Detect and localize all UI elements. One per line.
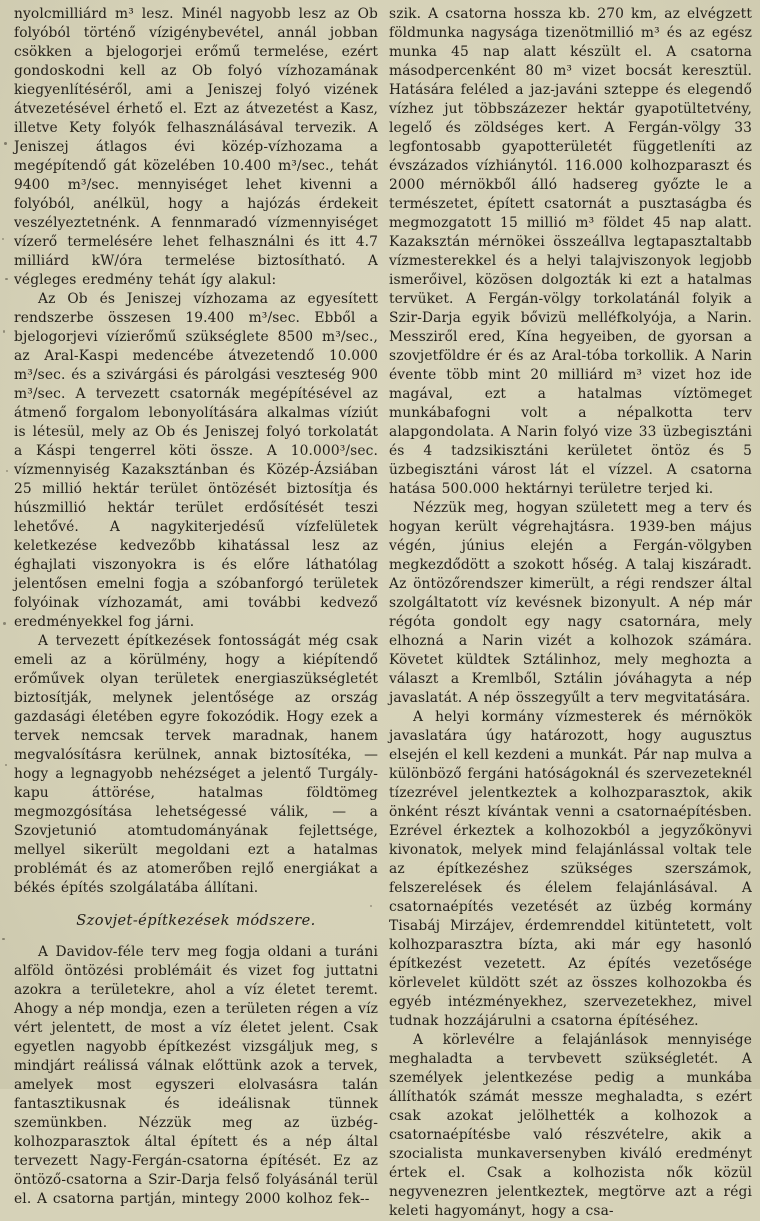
ink-speck — [3, 622, 6, 625]
ink-speck — [2, 238, 4, 240]
ink-speck — [5, 764, 7, 766]
paragraph-left-3: A tervezett építkezések fontosságát még csak emeli az a körülmény, hogy a kiépítendő erőművek olyan területek energiaszükségletét biztosítják, melynek jelentősége az ország gazdasági életében egyre fokozódik. Hogy ezek a tervek nemcsak tervek maradnak, hanem megvalósításra kerülnek, annak biztosítéka, — hogy a legnagyobb nehézséget a jelentő Turgály-kapu áttörése, hatalmas földtömeg megmozgósítása lehetségessé válik, — a Szovjetunió atomtudományának fejlettsége, mellyel sikerült megoldani ezt a hatalmas problémát és az atomerőben rejlő energiákat a békés építés szolgálatába állítani. — [14, 632, 378, 898]
paragraph-right-1: szik. A csatorna hossza kb. 270 km, az elvégzett földmunka nagysága tizenötmillió m³ és az egész munka 45 nap alatt készült el. A csatorna másodpercenként 80 m³ vizet bocsát keresztül. Hatására feléled a jaz-javáni szteppe és elegendő vízhez jut többszázezer hektár gyapotültetvény, legelő és zöldséges kert. A Fergán-völgy 33 legfontosabb gyapotterületét függetleníti az évszázados vízhiánytól. 116.000 kolhozparaszt és 2000 mérnökből álló hadsereg győzte le a természetet, épített csatornát a pusztaságba és megmozgatott 15 millió m³ földet 45 nap alatt. Kazaksztán mérnökei összeállva legtapasztaltabb vízmesterekkel és a helyi talajviszonyok legjobb ismerőivel, közösen dolgozták ki ezt a hatalmas tervüket. A Fergán-völgy torkolatánál folyik a Szir-Darja egyik bővizü melléfkolyója, a Narin. Messziről ered, Kína hegyeiben, de gyorsan a szovjetföldre ér és az Aral-tóba torkollik. A Narin évente több mint 20 milliárd m³ vizet hoz ide magával, ezt a hatalmas víztömeget munkábafogni volt a népalkotta terv alapgondolata. A Narin folyó vize 33 üzbegisztáni és 4 tadzsikisztáni kerületet öntöz és 5 üzbegisztáni várost lát el vízzel. A csatorna hatása 500.000 hektárnyi területre terjed ki. — [389, 5, 752, 499]
right-column — [389, 5, 752, 1221]
paragraph-right-2: Nézzük meg, hogyan született meg a terv és hogyan került végrehajtásra. 1939-ben május végén, június elején a Fergán-völgyben megkezdődött a szokott hőség. A talaj kiszáradt. Az öntözőrendszer kimerült, a régi rendszer által szolgáltatott víz kevésnek bizonyult. A nép már régóta gondolt egy nagy csatornára, mely elhozná a Narin vizét a kolhozok számára. Követet küldtek Sztálinhoz, mely meghozta a választ a Kremlből, Sztálin jóváhagyta a nép javaslatát. A nép összegyűlt a terv megvitatására. — [389, 499, 752, 708]
paragraph-left-2: Az Ob és Jeniszej vízhozama az egyesített rendszerbe összesen 19.400 m³/sec. Ebből a bjelogorjevi vízierőmű szükséglete 8500 m³/sec., az Aral-Kaspi medencébe átvezetendő 10.000 m³/sec. és a szivárgási és párolgási veszteség 900 m³/sec. A tervezett csatornák megépítésével az átmenő forgalom lebonyolítására alkalmas víziút is létesül, mely az Ob és Jeniszej folyó torkolatát a Káspi tengerrel köti össze. A 10.000³/sec. vízmennyiség Kazaksztánban és Közép-Ázsiában 25 millió hektár terület öntözését biztosítja és húszmillió hektár terület erdősítését teszi lehetővé. A nagykiterjedésű vízfelületek keletkezése kedvezőbb kihatással lesz az éghajlati viszonyokra is és előre láthatólag jelentősen emelni fogja a szóbanforgó területek folyóinak vízhozamát, ami további kedvező eredményekkel fog járni. — [14, 290, 378, 632]
paragraph-left-4: A Davidov-féle terv meg fogja oldani a turáni alföld öntözési problémáit és vizet fog juttatni azokra a területekre, ahol a víz életet teremt. Ahogy a nép mondja, ezen a területen régen a víz vért jelentett, de most a víz életet jelent. Csak egyetlen nagyobb építkezést vizsgáljuk meg, s mindjárt reálissá válnak előttünk azok a tervek, amelyek most egyszeri elolvasásra talán fantasztikusnak és ideálisnak tünnek szemünkben. Nézzük meg az üzbég-kolhozparasztok által épített és a nép által tervezett Nagy-Fergán-csatorna építését. Ez az öntöző-csatorna a Szir-Darja felső folyásánál terül el. A csatorna partján, mintegy 2000 kolhoz fek-- — [14, 943, 378, 1209]
ink-speck — [368, 948, 370, 950]
ink-speck — [2, 938, 5, 940]
ink-speck — [3, 330, 5, 333]
ink-speck — [6, 470, 8, 472]
left-column — [14, 5, 378, 1209]
section-heading: Szovjet-építkezések módszere. — [14, 911, 378, 930]
ink-speck — [370, 905, 372, 907]
paragraph-right-3: A helyi kormány vízmesterek és mérnökök javaslatára úgy határozott, hogy augusztus elsején el kell kezdeni a munkát. Pár nap mulva a különböző fergáni hatóságoknál és szervezeteknél tízezrével jelentkeztek a kolhozparasztok, akik önként részt kívántak venni a csatornaépítésben. Ezrével érkeztek a kolhozokból a jegyzőkönyvi kivonatok, melyek mind felajánlással voltak tele az építkezéshez szükséges szerszámok, felszerelések és élelem felajánlásával. A csatornaépítés vezetését az üzbég kormány Tisabáj Mirzájev, érdemrenddel kitüntetett, volt kolhozparasztra bízta, aki már egy hasonló építkezést vezetett. Az építés vezetősége körlevelet küldött szét az összes kolhozokba és egyéb intézményekhez, szervezetekhez, mivel tudnak hozzájárulni a csatorna építéséhez. — [389, 708, 752, 1031]
paragraph-left-1: nyolcmilliárd m³ lesz. Minél nagyobb lesz az Ob folyóból történő vízigénybevétel, annál jobban csökken a bjelogorjei erőmű termelése, ezért gondoskodni kell az Ob folyó vízhozamának kiegyenlítéséről, ami a Jeniszej folyó vizének átvezetésével érhető el. Ezt az átvezetést a Kasz, illetve Kety folyók felhasználásával tervezik. A Jeniszej átlagos évi közép-vízhozama a megépítendő gát közelében 10.400 m³/sec., tehát 9400 m³/sec. mennyiséget lehet kivenni a folyóból, anélkül, hogy a hajózás érdekeit veszélyeztetnénk. A fennmaradó vízmennyiséget vízerő termelésére lehet felhasználni és itt 4.7 milliárd kW/óra termelése biztosítható. A végleges eredmény tehát így alakul: — [14, 5, 378, 290]
paragraph-right-4: A körlevélre a felajánlások mennyisége meghaladta a tervbevett szükségletét. A személyek jelentkezése pedig a munkába állíthatók számát messze meghaladta, s ezért csak azokat jelölhették a kolhozok a csatornaépítésbe való részvételre, akik a szocialista munkaversenyben kiváló eredményt értek el. Csak a kolhozista nők közül negyvenezren jelentkeztek, megtörve azt a régi keleti hagyományt, hogy a csa- — [389, 1031, 752, 1221]
ink-speck — [5, 278, 8, 280]
ink-speck — [4, 142, 7, 145]
